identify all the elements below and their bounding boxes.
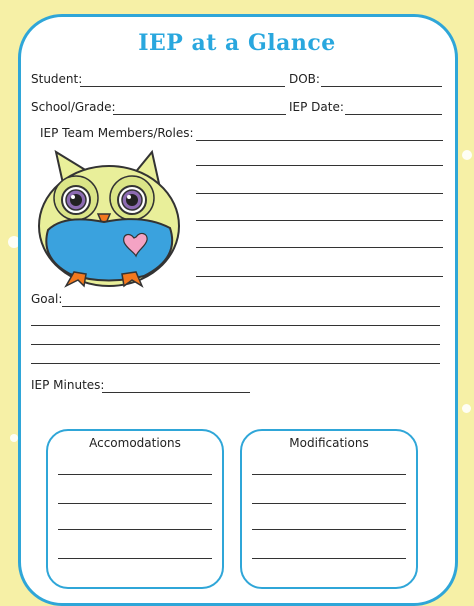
student-field[interactable] [80, 86, 285, 87]
owl-illustration [34, 148, 192, 288]
iep-date-label: IEP Date: [289, 100, 344, 114]
school-grade-label: School/Grade: [31, 100, 116, 114]
team-member-line[interactable] [196, 140, 443, 141]
goal-line[interactable] [31, 363, 440, 364]
team-member-line[interactable] [196, 220, 443, 221]
modification-line[interactable] [252, 474, 406, 475]
goal-label: Goal: [31, 292, 63, 306]
background-dot [462, 150, 472, 160]
goal-line[interactable] [62, 306, 440, 307]
iep-date-field[interactable] [345, 114, 442, 115]
accommodation-line[interactable] [58, 503, 212, 504]
school-grade-field[interactable] [113, 114, 286, 115]
team-member-line[interactable] [196, 276, 443, 277]
team-member-line[interactable] [196, 247, 443, 248]
dob-field[interactable] [321, 86, 442, 87]
modifications-box [240, 429, 418, 589]
student-label: Student: [31, 72, 83, 86]
modification-line[interactable] [252, 529, 406, 530]
goal-line[interactable] [31, 325, 440, 326]
team-members-label: IEP Team Members/Roles: [40, 126, 194, 140]
modifications-title: Modifications [289, 436, 369, 450]
background-dot [462, 404, 471, 413]
accommodation-line[interactable] [58, 558, 212, 559]
goal-line[interactable] [31, 344, 440, 345]
accommodation-line[interactable] [58, 474, 212, 475]
team-member-line[interactable] [196, 193, 443, 194]
background-dot [10, 434, 18, 442]
accommodations-title: Accomodations [89, 436, 181, 450]
modification-line[interactable] [252, 503, 406, 504]
accommodations-box [46, 429, 224, 589]
dob-label: DOB: [289, 72, 320, 86]
team-member-line[interactable] [196, 165, 443, 166]
accommodation-line[interactable] [58, 529, 212, 530]
iep-minutes-field[interactable] [102, 392, 250, 393]
modification-line[interactable] [252, 558, 406, 559]
iep-minutes-label: IEP Minutes: [31, 378, 105, 392]
page-title: IEP at a Glance [138, 30, 336, 56]
